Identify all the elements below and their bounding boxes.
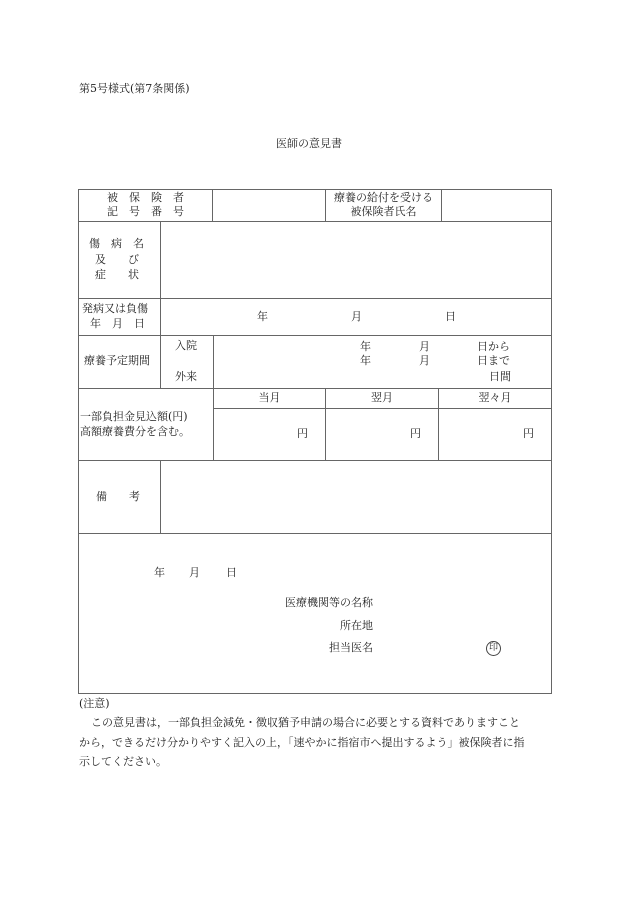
notes-text: この意見書は，一部負担金減免・徴収猶予申請の場合に必要とする資料でありますこと — [91, 716, 520, 729]
sign-day[interactable]: 日 — [226, 566, 237, 579]
month-header-next: 翌月 — [371, 391, 393, 404]
table-border-top — [78, 189, 552, 190]
diagnosis-label: 及 び — [95, 253, 139, 266]
period-from-month[interactable]: 月 — [419, 340, 430, 353]
form-number: 第5号様式(第7条関係) — [79, 82, 190, 95]
insured-number-field[interactable] — [214, 198, 324, 218]
copay-following-field[interactable]: 円 — [523, 427, 534, 440]
row-divider — [213, 408, 552, 409]
copay-current-field[interactable]: 円 — [297, 427, 308, 440]
doctor-name-label: 担当医名 — [329, 641, 373, 654]
onset-day-label[interactable]: 日 — [445, 310, 456, 323]
remarks-label: 備 考 — [96, 490, 140, 503]
inpatient-label: 入院 — [175, 339, 197, 352]
sign-month[interactable]: 月 — [189, 566, 200, 579]
insured-number-label: 被 保 険 者 — [107, 191, 184, 204]
onset-year-label[interactable]: 年 — [257, 310, 268, 323]
period-from-year[interactable]: 年 — [360, 340, 371, 353]
onset-date-label: 年 月 日 — [90, 317, 145, 330]
copay-estimate-label: 一部負担金見込額(円) — [80, 410, 188, 423]
col-divider — [213, 335, 214, 388]
treatment-period-label: 療養予定期間 — [84, 354, 150, 367]
seal-icon: 印 — [486, 641, 501, 656]
notes-text: から，できるだけ分かりやすく記入の上，「速やかに指宿市へ提出するよう」被保険者に指 — [79, 736, 525, 749]
notes-heading: (注意) — [79, 697, 110, 710]
insured-number-label: 記 号 番 号 — [107, 205, 184, 218]
col-divider — [160, 460, 161, 533]
period-to-month[interactable]: 月 — [419, 354, 430, 367]
row-divider — [78, 298, 552, 299]
table-border-left — [78, 189, 79, 694]
table-border-right — [551, 189, 552, 694]
row-divider — [78, 335, 552, 336]
diagnosis-label: 症 状 — [95, 268, 139, 281]
copay-next-field[interactable]: 円 — [410, 427, 421, 440]
row-divider — [78, 460, 552, 461]
col-divider — [441, 189, 442, 221]
diagnosis-field[interactable] — [164, 225, 548, 295]
row-divider — [78, 388, 552, 389]
month-header-current: 当月 — [258, 391, 281, 404]
period-to-day[interactable]: 日まで — [477, 354, 510, 367]
page-title: 医師の意見書 — [276, 137, 342, 150]
table-border-bottom — [78, 693, 552, 694]
recipient-name-label: 療養の給付を受ける — [334, 191, 433, 204]
recipient-name-label: 被保険者氏名 — [350, 205, 417, 218]
month-header-following: 翌々月 — [478, 391, 512, 404]
outpatient-days[interactable]: 日間 — [489, 370, 511, 383]
period-to-year[interactable]: 年 — [360, 354, 371, 367]
row-divider — [78, 221, 552, 222]
outpatient-label: 外来 — [175, 370, 197, 383]
copay-estimate-label: 高額療養費分を含む。 — [80, 425, 190, 438]
notes-text: 示してください。 — [79, 755, 167, 768]
address-label: 所在地 — [340, 619, 373, 632]
period-from-day[interactable]: 日から — [477, 340, 510, 353]
col-divider — [160, 221, 161, 388]
sign-year[interactable]: 年 — [154, 566, 165, 579]
institution-name-label: 医療機関等の名称 — [285, 596, 373, 609]
remarks-field[interactable] — [164, 464, 548, 530]
onset-date-label: 発病又は負傷 — [82, 302, 148, 315]
diagnosis-label: 傷 病 名 — [89, 237, 144, 250]
col-divider — [212, 189, 213, 221]
row-divider — [78, 533, 552, 534]
recipient-name-field[interactable] — [443, 198, 549, 218]
onset-month-label[interactable]: 月 — [351, 310, 362, 323]
